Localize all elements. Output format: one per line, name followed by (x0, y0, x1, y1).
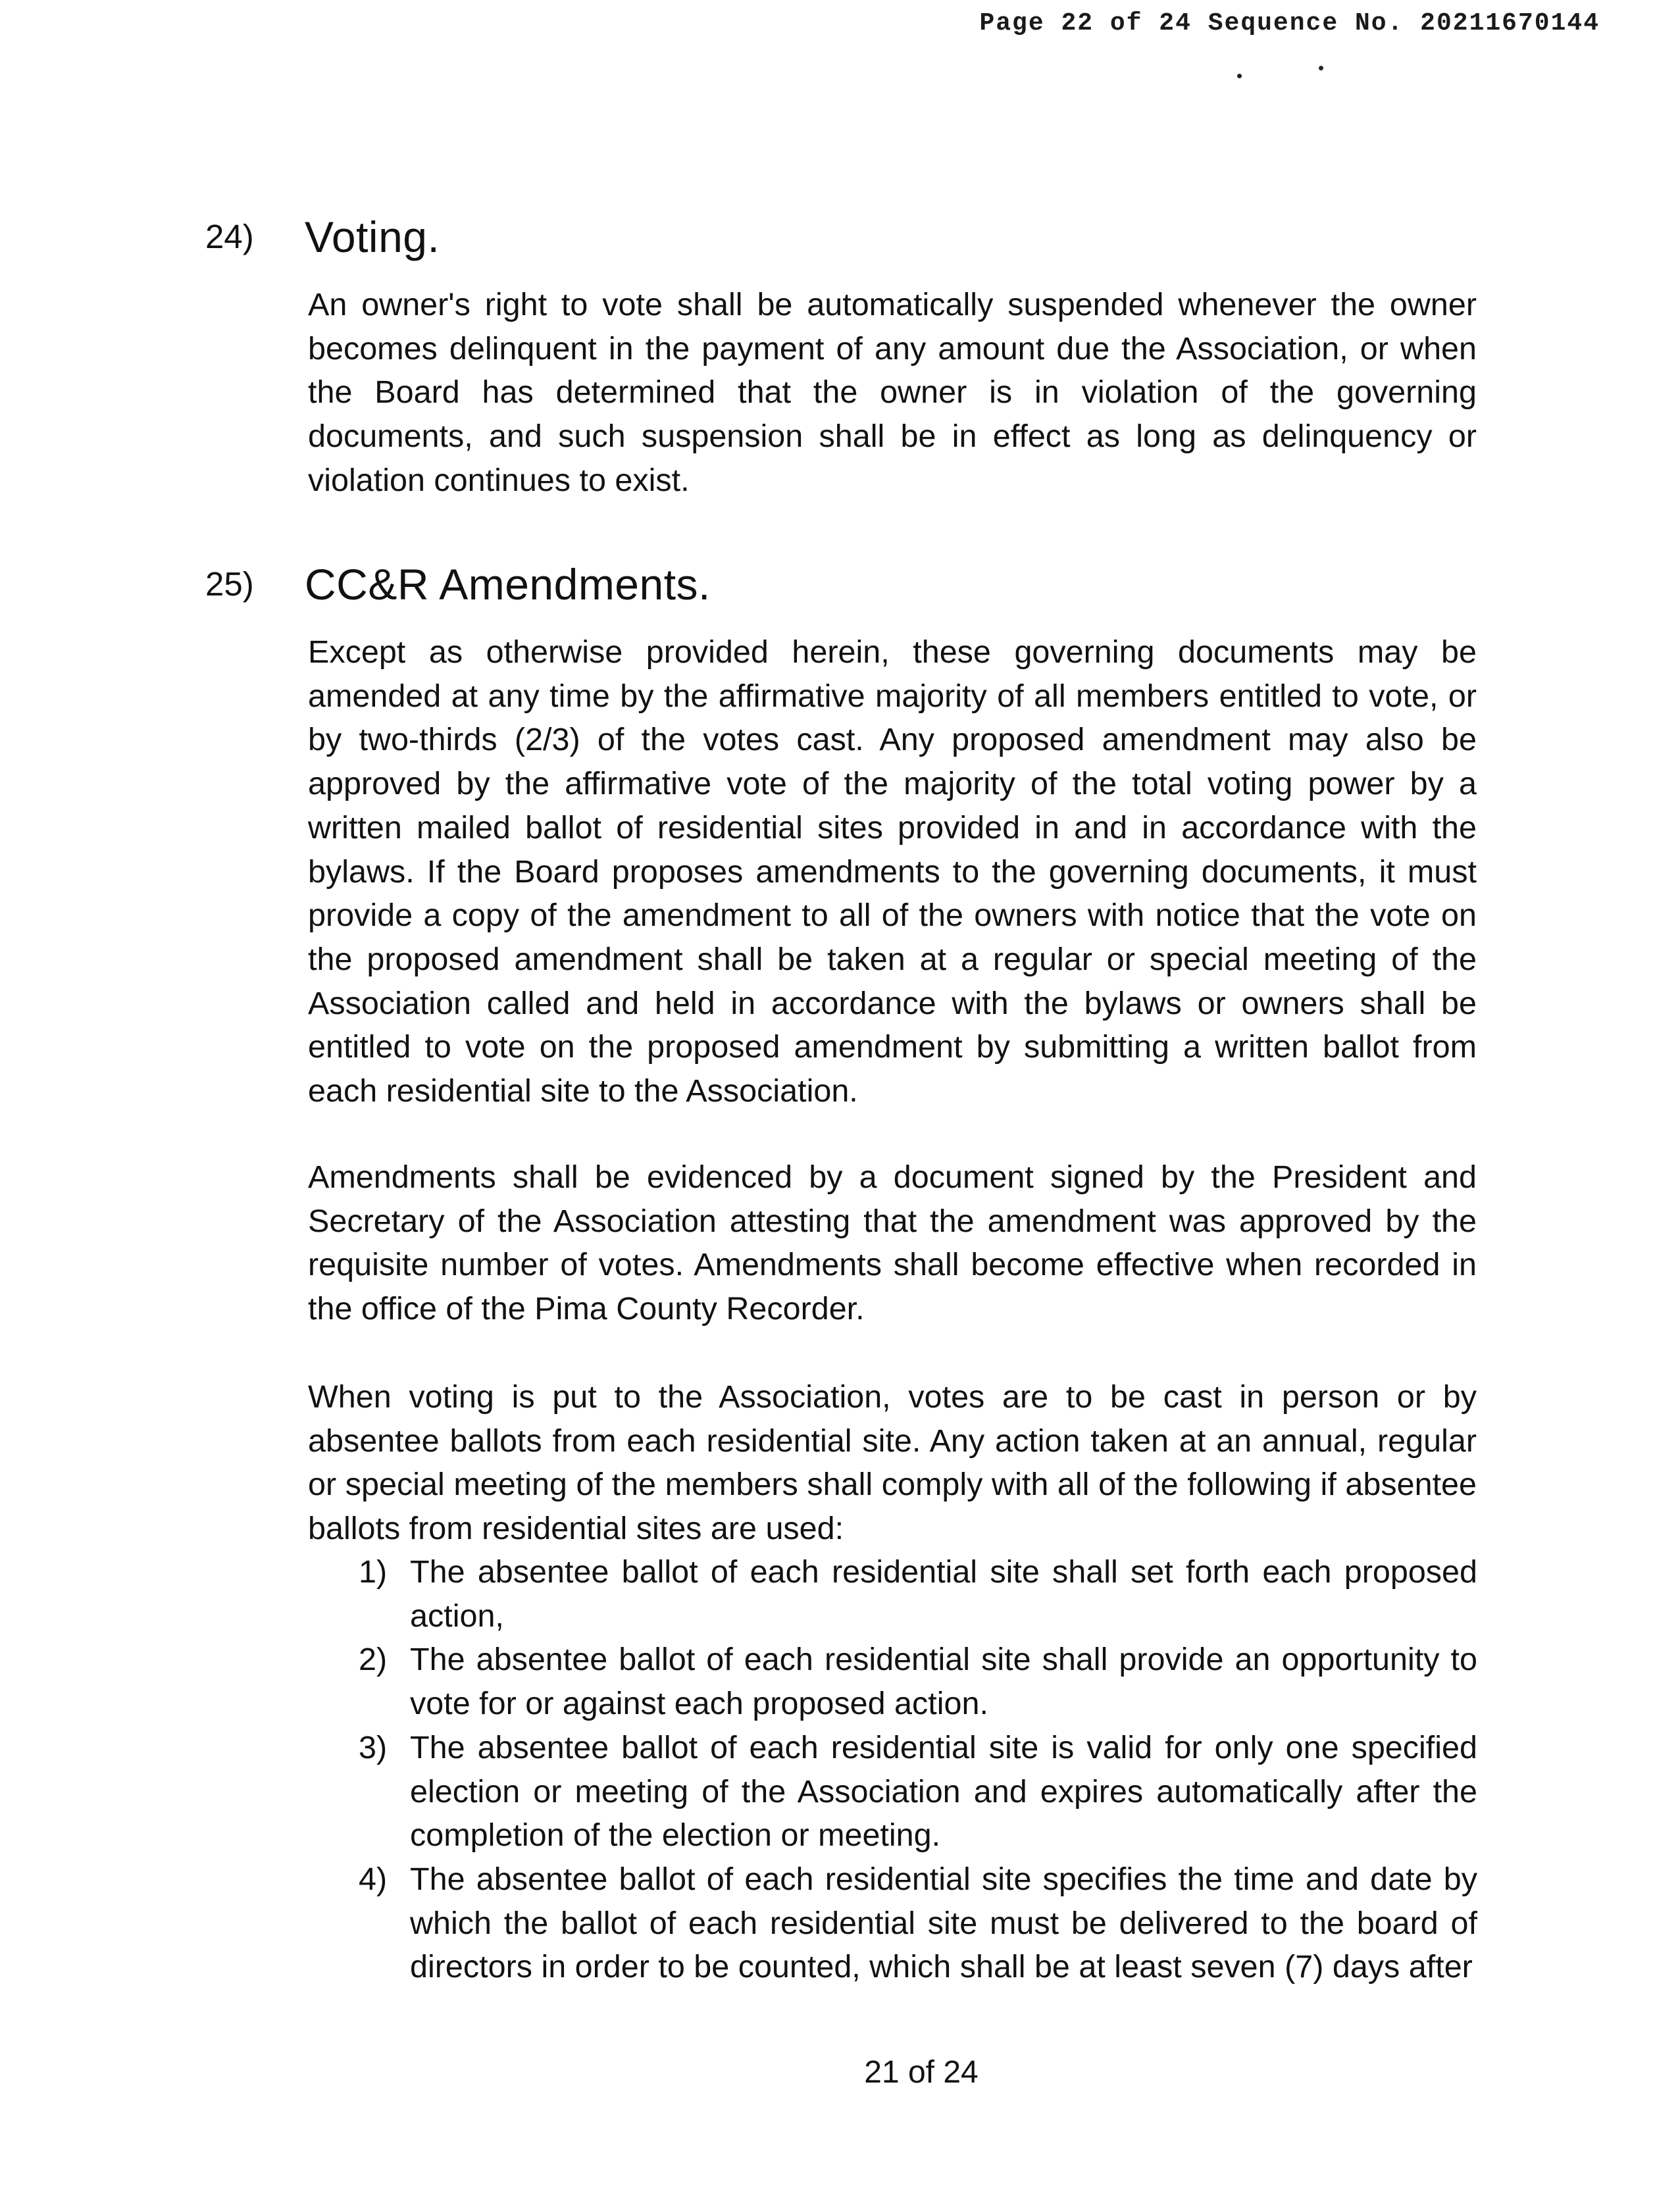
list-marker: 1) (359, 1554, 388, 1590)
recording-header: Page 22 of 24 Sequence No. 20211670144 (979, 9, 1600, 38)
list-item-text: The absentee ballot of each residential site shall provide an opportunity to vote for or against each proposed action. (410, 1642, 1477, 1722)
section-number: 25) (205, 565, 254, 603)
list-marker: 3) (359, 1729, 388, 1765)
section-title: Voting. (305, 213, 440, 261)
scan-speck (1319, 66, 1323, 70)
absentee-ballot-requirements (359, 1550, 1477, 1989)
list-item (359, 1726, 1477, 1858)
list-item (359, 1858, 1477, 1989)
list-marker: 4) (359, 1861, 388, 1897)
section-paragraph: Amendments shall be evidenced by a document signed by the President and Secretary of the Association attesting that the amendment was approved by the requisite number of votes. Amendments shall become effective when recorded in the office of the Pima County Recorder. (308, 1159, 1477, 1327)
list-item (359, 1638, 1477, 1725)
list-item-text: The absentee ballot of each residential site specifies the time and date by which the ballot of each residential site must be delivered to the board of directors in order to be counted, which shall be at least seven (7) days after (410, 1861, 1477, 1985)
list-marker: 2) (359, 1642, 388, 1678)
section-title: CC&R Amendments. (305, 560, 711, 609)
list-item (359, 1550, 1477, 1638)
scan-speck (1237, 74, 1242, 78)
section-paragraph: Except as otherwise provided herein, these governing documents may be amended at any time by the affirmative majority of all members entitled to vote, or by two-thirds (2/3) of the votes cast. Any proposed amendment may also be approved by the affirmative vote of the majority of the total voting power by a written mailed ballot of residential sites provided in and in accordance with the bylaws. If the Board proposes amendments to the governing documents, it must provide a copy of the amendment to all of the owners with notice that the vote on the proposed amendment shall be taken at a regular or special meeting of the Association called and held in accordance with the bylaws or owners shall be entitled to vote on the proposed amendment by submitting a written ballot from each residential site to the Association. (308, 634, 1477, 1109)
list-item-text: The absentee ballot of each residential site shall set forth each proposed action, (410, 1554, 1477, 1634)
page-number: 21 of 24 (864, 2055, 979, 2090)
section-number: 24) (205, 218, 254, 255)
section-paragraph: An owner's right to vote shall be automatically suspended whenever the owner becomes delinquent in the payment of any amount due the Association, or when the Board has determined that the owner is in violation of the governing documents, and such suspension shall be in effect as long as delinquency or violation continues to exist. (308, 287, 1477, 498)
list-item-text: The absentee ballot of each residential site is valid for only one specified election or meeting of the Association and expires automatically after the completion of the election or meeting. (410, 1729, 1477, 1854)
section-paragraph: When voting is put to the Association, votes are to be cast in person or by absentee ballots from each residential site. Any action taken at an annual, regular or special meeting of the members shall comply with all of the following if absentee ballots from residential sites are used: (308, 1379, 1477, 1547)
